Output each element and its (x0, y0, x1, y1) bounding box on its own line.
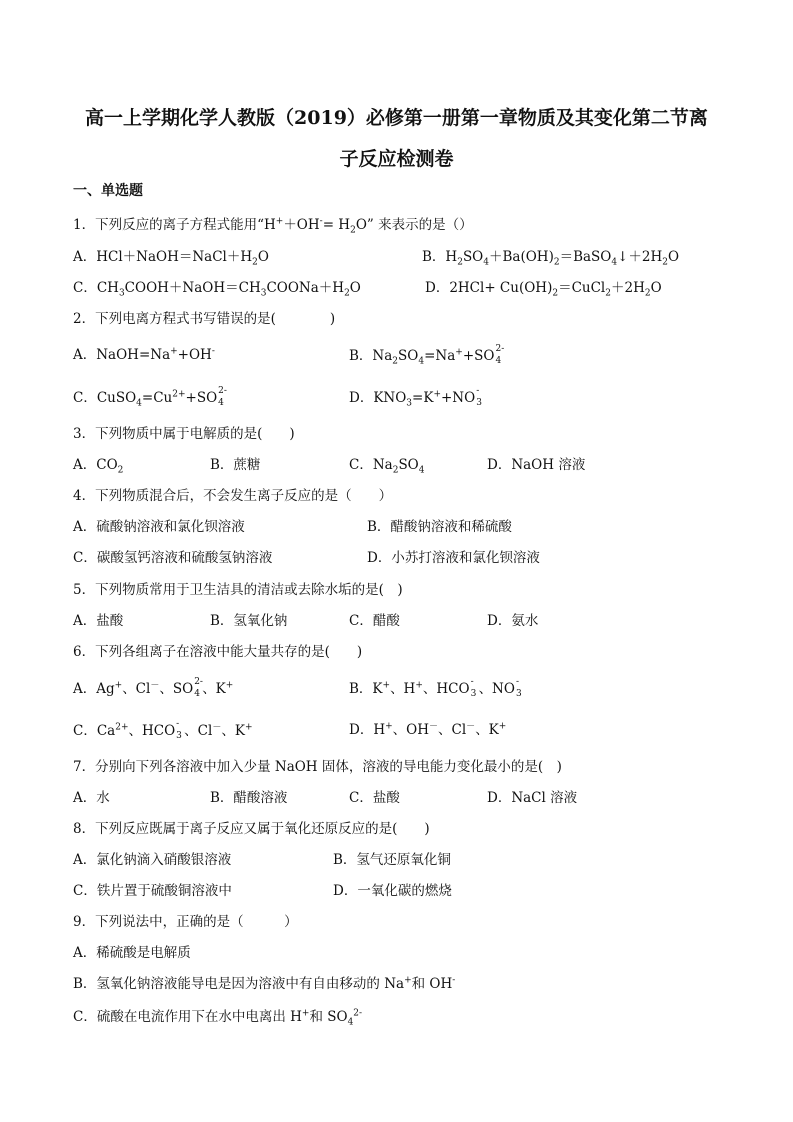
question-7-stem: 7．分别向下列各溶液中加入少量 NaOH 固体，溶液的导电能力变化最小的是( ) (73, 759, 562, 775)
q3-option-c[interactable]: C．$Na_2SO_4$ (349, 457, 425, 476)
question-5-stem: 5．下列物质常用于卫生洁具的清洁或去除水垢的是( ) (73, 582, 403, 598)
q8-option-c[interactable]: C．铁片置于硫酸铜溶液中 (73, 883, 232, 899)
question-4-stem: 4．下列物质混合后，不会发生离子反应的是（ ） (73, 488, 393, 504)
q5-option-d[interactable]: D．氨水 (487, 613, 539, 629)
q2-option-a[interactable]: A．NaOH=Na++OH- (73, 346, 215, 363)
q4-option-c[interactable]: C．碳酸氢钙溶液和硫酸氢钠溶液 (73, 550, 273, 566)
section-heading: 一、单选题 (73, 183, 143, 199)
q9-option-c[interactable]: C．硫酸在电流作用下在水中电离出 H+和 $SO_4^{2-}$ (73, 1008, 363, 1028)
q5-option-c[interactable]: C．醋酸 (349, 613, 400, 629)
q2-option-c[interactable]: C．$CuSO_4=Cu^{2+}+SO$ 2- 4 (73, 386, 227, 409)
q4-option-a[interactable]: A．硫酸钠溶液和氯化钡溶液 (73, 519, 245, 535)
question-3-stem: 3．下列物质中属于电解质的是( ) (73, 426, 295, 442)
question-8-stem: 8．下列反应既属于离子反应又属于氧化还原反应的是( ) (73, 821, 430, 837)
question-9-stem: 9．下列说法中，正确的是（ ） (73, 914, 298, 930)
q9-option-a[interactable]: A．稀硫酸是电解质 (73, 945, 191, 961)
q8-option-b[interactable]: B．氢气还原氧化铜 (333, 852, 451, 868)
q1-option-c[interactable]: C．$CH_3COOH+NaOH=CH_3COONa+H_2O$ (73, 280, 361, 299)
q6-option-d[interactable]: D．H+、OH－、Cl－、K+ (349, 721, 507, 738)
q7-option-d[interactable]: D．NaCl 溶液 (487, 790, 578, 806)
q9-option-b[interactable]: B．氢氧化钠溶液能导电是因为溶液中有自由移动的 Na+和 OH- (73, 975, 456, 992)
q2-option-b[interactable]: B．$Na_2SO_4=Na^++SO$ 2- 4 (349, 344, 505, 367)
q4-option-d[interactable]: D．小苏打溶液和氯化钡溶液 (367, 550, 540, 566)
q4-option-b[interactable]: B．醋酸钠溶液和稀硫酸 (367, 519, 512, 535)
q3-option-b[interactable]: B．蔗糖 (210, 457, 261, 473)
q7-option-b[interactable]: B．醋酸溶液 (210, 790, 288, 806)
q8-option-d[interactable]: D．一氧化碳的燃烧 (333, 883, 452, 899)
q7-option-c[interactable]: C．盐酸 (349, 790, 400, 806)
q6-option-c[interactable]: C．$Ca^{2+}$、HCO - 3 、Cl－、K+ (73, 719, 253, 741)
page-title-continued: 子反应检测卷 (339, 148, 454, 170)
q1-option-d[interactable]: D．$2HCl+ Cu(OH)_2=CuCl_2+2H_2O$ (425, 280, 662, 299)
q8-option-a[interactable]: A．氯化钠滴入硝酸银溶液 (73, 852, 232, 868)
q3-option-a[interactable]: A．$CO_2$ (73, 457, 124, 476)
q3-option-d[interactable]: D．NaOH 溶液 (487, 457, 586, 473)
q2-option-d[interactable]: D．$KNO_3=K^++NO$ - 3 (349, 386, 482, 409)
q6-option-b[interactable]: B．K+、H+、HCO - 3 、NO - 3 (349, 677, 522, 699)
q7-option-a[interactable]: A．水 (73, 790, 110, 806)
q1-option-b[interactable]: B．$H_2SO_4+Ba(OH)_2=BaSO_4↓+2H_2O$ (422, 249, 680, 268)
q5-option-a[interactable]: A．盐酸 (73, 613, 124, 629)
page-title: 高一上学期化学人教版（2019）必修第一册第一章物质及其变化第二节离 (85, 107, 708, 129)
q6-option-a[interactable]: A．Ag+、Cl－、SO 2- 4 、K+ (73, 677, 234, 699)
question-6-stem: 6．下列各组离子在溶液中能大量共存的是( ) (73, 644, 363, 660)
q5-option-b[interactable]: B．氢氧化钠 (210, 613, 288, 629)
question-1-stem: 1．下列反应的离子方程式能用“$H^++OH^-= H_2O$” 来表示的是（） (73, 216, 473, 236)
question-2-stem: 2．下列电离方程式书写错误的是( ) (73, 311, 336, 327)
q1-option-a[interactable]: A．$HCl+NaOH=NaCl+H_2O$ (73, 249, 269, 268)
